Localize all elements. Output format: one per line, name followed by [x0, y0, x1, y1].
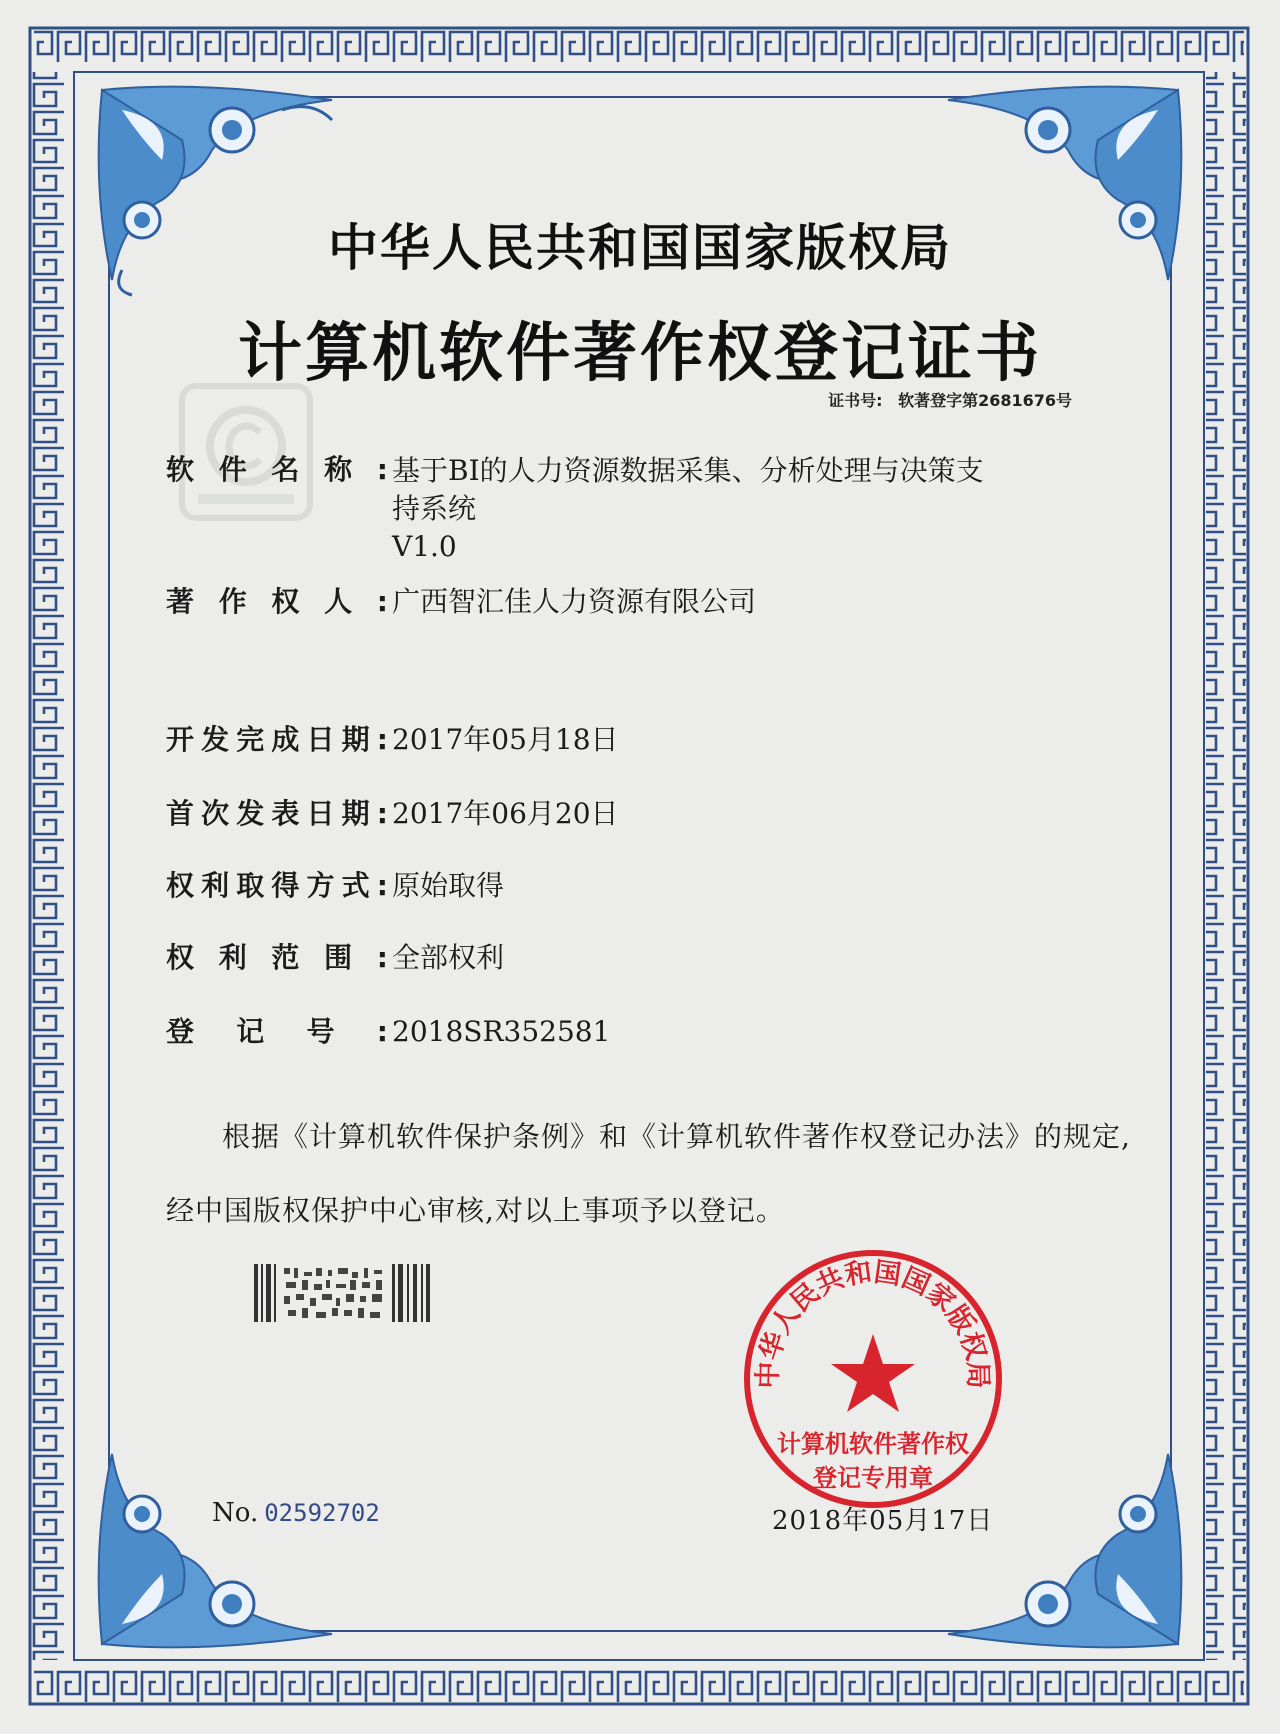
corner-ornament-bottom-left [82, 1434, 352, 1664]
field-label [166, 722, 392, 758]
certificate-number [828, 388, 1072, 411]
label-char: 软 [166, 453, 195, 486]
label-char: : [376, 723, 388, 756]
barcode-icon [254, 1264, 430, 1322]
field-label [166, 452, 392, 566]
serial-value: 02592702 [264, 1499, 380, 1527]
label-char: 登 [166, 1015, 195, 1048]
label-char: 开 [166, 723, 195, 756]
label-char: : [376, 453, 388, 486]
software-name-line-1: 基于BI的人力资源数据采集、分析处理与决策支 [392, 454, 984, 487]
label-char: 期 [341, 797, 370, 830]
label-char: 人 [324, 585, 353, 618]
software-name-line-2: 持系统 [392, 492, 477, 525]
field-reg-no [166, 1014, 1072, 1050]
field-value: 广西智汇佳人力资源有限公司 [392, 585, 757, 618]
label-char: : [376, 1015, 388, 1048]
label-char: 称 [324, 453, 353, 486]
label-char: 日 [306, 723, 335, 756]
label-char: 式 [341, 869, 370, 902]
label-char: 完 [236, 723, 265, 756]
software-version: V1.0 [392, 530, 457, 563]
serial-label: No. [212, 1498, 259, 1528]
field-value: 原始取得 [392, 869, 505, 902]
label-char: 权 [166, 941, 195, 974]
official-seal [742, 1248, 1004, 1510]
field-value: 2017年05月18日 [392, 723, 619, 756]
label-char: 发 [236, 797, 265, 830]
label-char: : [376, 941, 388, 974]
field-label [166, 1014, 392, 1050]
field-acquisition [166, 868, 1072, 904]
field-value [392, 452, 1072, 566]
field-value: 2017年06月20日 [392, 797, 619, 830]
field-dev-date [166, 722, 1072, 758]
label-char: 围 [324, 941, 353, 974]
field-value: 全部权利 [392, 941, 505, 974]
issuer-title: 中华人民共和国国家版权局 [328, 219, 952, 277]
field-label [166, 584, 392, 620]
label-char: 日 [306, 797, 335, 830]
certificate-title: 计算机软件著作权登记证书 [238, 317, 1042, 391]
field-owner [166, 584, 1072, 620]
seal-line-1: 计算机软件著作权 [777, 1430, 969, 1458]
label-char: 得 [271, 869, 300, 902]
label-char: 发 [201, 723, 230, 756]
serial-number [212, 1498, 380, 1528]
label-char: 取 [236, 869, 265, 902]
label-char: 表 [271, 797, 300, 830]
legal-basis-paragraph: 根据《计算机软件保护条例》和《计算机软件著作权登记办法》的规定,经中国版权保护中心审核,对以上事项予以登记。 [166, 1120, 1131, 1227]
issue-date: 2018年05月17日 [772, 1506, 994, 1536]
label-char: 利 [218, 941, 247, 974]
label-char: 名 [271, 453, 300, 486]
label-char: 权 [166, 869, 195, 902]
label-char: : [376, 797, 388, 830]
label-char: : [376, 869, 388, 902]
label-char: 著 [166, 585, 195, 618]
label-char: 成 [271, 723, 300, 756]
label-char: : [376, 585, 388, 618]
label-char: 号 [306, 1015, 335, 1048]
label-char: 权 [271, 585, 300, 618]
label-char: 首 [166, 797, 195, 830]
label-char: 记 [236, 1015, 265, 1048]
label-char: 作 [218, 585, 247, 618]
label-char: 次 [201, 797, 230, 830]
label-char: 范 [271, 941, 300, 974]
label-char: 方 [306, 869, 335, 902]
seal-star-icon [831, 1334, 915, 1412]
field-pub-date [166, 796, 1072, 832]
certificate-number-label: 证书号: [828, 391, 883, 410]
label-char: 期 [341, 723, 370, 756]
field-label [166, 940, 392, 976]
field-scope [166, 940, 1072, 976]
label-char: 利 [201, 869, 230, 902]
seal-line-2: 登记专用章 [813, 1464, 933, 1492]
field-label [166, 796, 392, 832]
certificate-number-value: 软著登字第2681676号 [898, 391, 1072, 410]
label-char: 件 [218, 453, 247, 486]
field-value: 2018SR352581 [392, 1015, 611, 1048]
seal-arc-text: 中华人民共和国国家版权局 [752, 1256, 994, 1389]
field-label [166, 868, 392, 904]
field-software-name [166, 452, 1072, 566]
